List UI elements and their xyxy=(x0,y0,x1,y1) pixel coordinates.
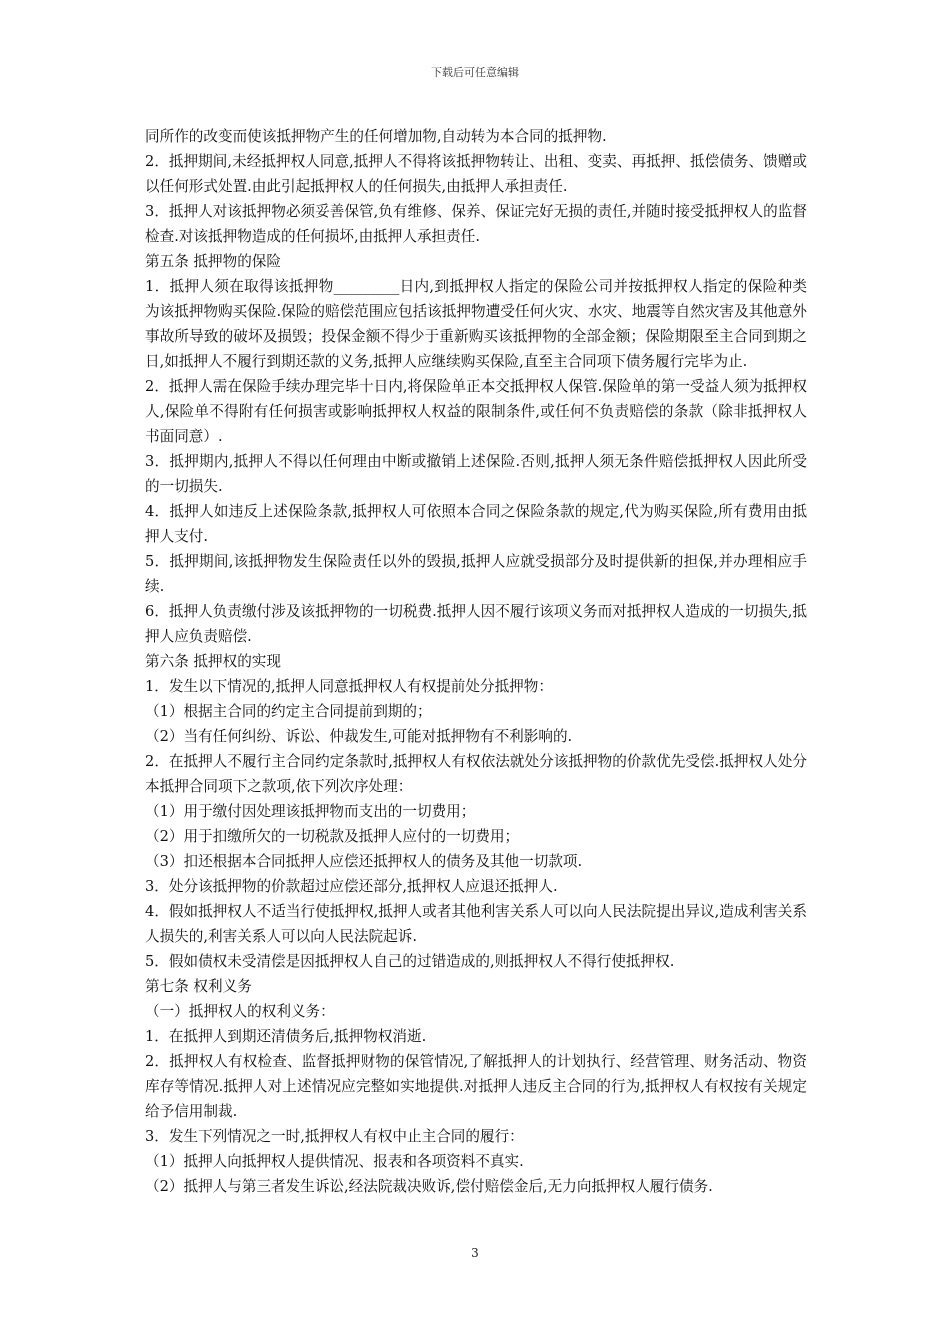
paragraph: 3．抵押人对该抵押物必须妥善保管,负有维修、保养、保证完好无损的责任,并随时接受抵押权人的监督检查.对该抵押物造成的任何损坏,由抵押人承担责任. xyxy=(145,203,807,245)
paragraph: 1．在抵押人到期还清债务后,抵押物权消逝. xyxy=(145,1028,427,1045)
paragraph: （1）用于缴付因处理该抵押物而支出的一切费用； xyxy=(145,803,476,820)
paragraph: （1）根据主合同的约定主合同提前到期的； xyxy=(145,703,432,720)
paragraph: 2．抵押权人有权检查、监督抵押财物的保管情况,了解抵押人的计划执行、经营管理、财务活动、物资库存等情况.抵押人对上述情况应完整如实地提供.对抵押人违反主合同的行为,抵押权人有权按有关规定给予信用制裁. xyxy=(145,1053,807,1120)
paragraph: 2．抵押期间,未经抵押权人同意,抵押人不得将该抵押物转让、出租、变卖、再抵押、抵偿债务、馈赠或以任何形式处置.由此引起抵押权人的任何损失,由抵押人承担责任. xyxy=(145,153,807,195)
page-header: 下载后可任意编辑 xyxy=(431,66,519,79)
page-number: 3 xyxy=(471,1246,479,1260)
paragraph: 5．抵押期间,该抵押物发生保险责任以外的毁损,抵押人应就受损部分及时提供新的担保,并办理相应手续. xyxy=(145,553,807,595)
paragraph: 1．抵押人须在取得该抵押物_________日内,到抵押权人指定的保险公司并按抵押权人指定的保险种类为该抵押物购买保险.保险的赔偿范围应包括该抵押物遭受任何火灾、水灾、地震等自然灾害及其他意外事故所导致的破坏及损毁；投保金额不得少于重新购买该抵押物的全部金额；保险期限至主合同到期之日,如抵押人不履行到期还款的义务,抵押人应继续购买保险,直至主合同项下债务履行完毕为止. xyxy=(145,278,807,370)
paragraph: （3）扣还根据本合同抵押人应偿还抵押权人的债务及其他一切款项. xyxy=(145,853,583,870)
paragraph: （2）当有任何纠纷、诉讼、仲裁发生,可能对抵押物有不利影响的. xyxy=(145,728,573,745)
paragraph: 3．发生下列情况之一时,抵押权人有权中止主合同的履行： xyxy=(145,1128,524,1145)
paragraph: 4．抵押人如违反上述保险条款,抵押权人可依照本合同之保险条款的规定,代为购买保险,所有费用由抵押人支付. xyxy=(145,503,807,545)
paragraph: 同所作的改变而使该抵押物产生的任何增加物,自动转为本合同的抵押物. xyxy=(145,128,607,145)
paragraph: （一）抵押权人的权利义务： xyxy=(145,1003,335,1020)
paragraph: 4．假如抵押权人不适当行使抵押权,抵押人或者其他利害关系人可以向人民法院提出异议,造成利害关系人损失的,利害关系人可以向人民法院起诉. xyxy=(145,903,807,945)
paragraph: 6．抵押人负责缴付涉及该抵押物的一切税费.抵押人因不履行该项义务而对抵押权人造成的一切损失,抵押人应负责赔偿. xyxy=(145,603,807,645)
paragraph: （2）抵押人与第三者发生诉讼,经法院裁决败诉,偿付赔偿金后,无力向抵押权人履行债务. xyxy=(145,1178,713,1195)
paragraph: （1）抵押人向抵押权人提供情况、报表和各项资料不真实. xyxy=(145,1153,524,1170)
paragraph: 2．在抵押人不履行主合同约定条款时,抵押权人有权依法就处分该抵押物的价款优先受偿.抵押权人处分本抵押合同项下之款项,依下列次序处理： xyxy=(145,753,807,795)
document-body xyxy=(145,124,807,1199)
paragraph: 第七条 权利义务 xyxy=(145,978,252,995)
paragraph: 第六条 抵押权的实现 xyxy=(145,653,281,670)
paragraph: 1．发生以下情况的,抵押人同意抵押权人有权提前处分抵押物： xyxy=(145,678,553,695)
paragraph: 第五条 抵押物的保险 xyxy=(145,253,281,270)
paragraph: 5．假如债权未受清偿是因抵押权人自己的过错造成的,则抵押权人不得行使抵押权. xyxy=(145,953,675,970)
paragraph: （2）用于扣缴所欠的一切税款及抵押人应付的一切费用； xyxy=(145,828,520,845)
paragraph: 3．抵押期内,抵押人不得以任何理由中断或撤销上述保险.否则,抵押人须无条件赔偿抵押权人因此所受的一切损失. xyxy=(145,453,807,495)
paragraph: 2．抵押人需在保险手续办理完毕十日内,将保险单正本交抵押权人保管.保险单的第一受益人须为抵押权人,保险单不得附有任何损害或影响抵押权人权益的限制条件,或任何不负责赔偿的条款（除非抵押权人书面同意）. xyxy=(145,378,807,445)
paragraph: 3．处分该抵押物的价款超过应偿还部分,抵押权人应退还抵押人. xyxy=(145,878,558,895)
